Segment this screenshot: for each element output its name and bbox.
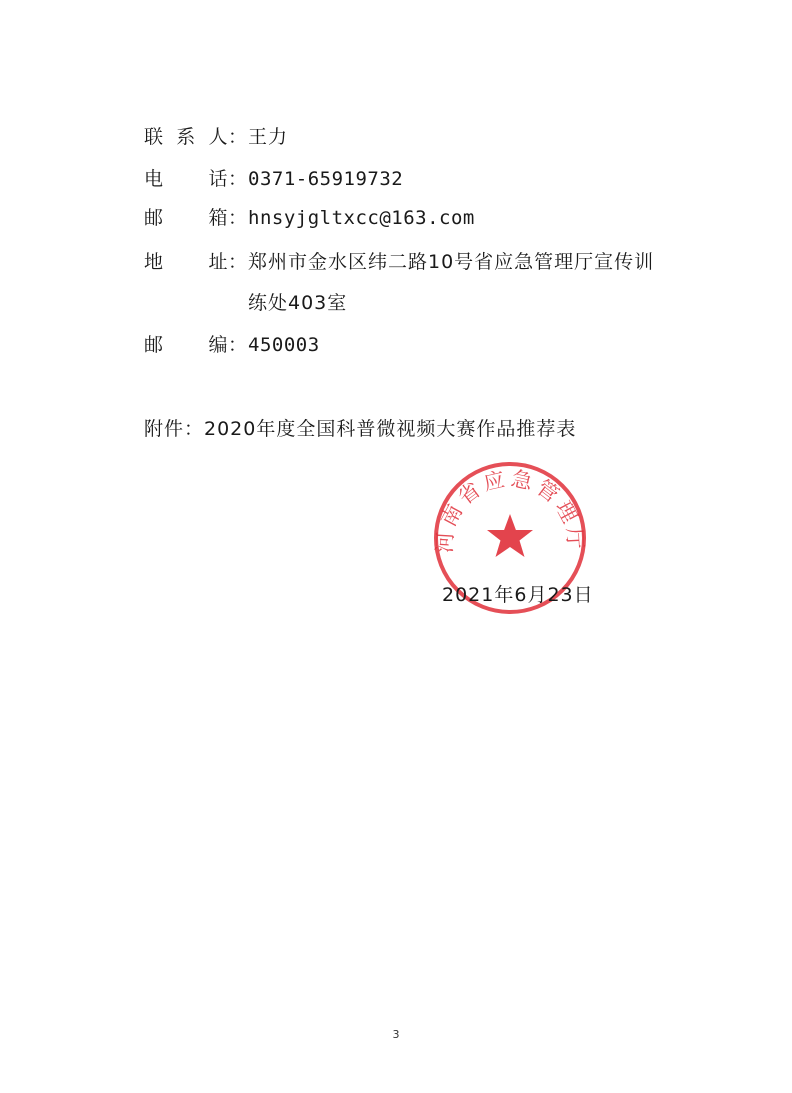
colon: ： xyxy=(228,207,248,229)
colon: ： xyxy=(228,168,248,190)
signature-date: 2021年6月23日 xyxy=(442,584,594,606)
contact-person-value: 王力 xyxy=(248,126,289,148)
phone-value: 0371-65919732 xyxy=(248,168,404,190)
email-row xyxy=(144,206,475,230)
address-line-1: 郑州市金水区纬二路10号省应急管理厅宣传训 xyxy=(248,251,655,273)
address-row xyxy=(144,250,654,274)
phone-row xyxy=(144,167,403,191)
star-icon xyxy=(487,514,533,557)
phone-label: 电话 xyxy=(144,168,228,190)
email-value: hnsyjgltxcc@163.com xyxy=(248,207,475,229)
address-label: 地址 xyxy=(144,251,228,273)
attachment-line: 附件：2020年度全国科普微视频大赛作品推荐表 xyxy=(144,418,577,440)
address-line-2: 练处403室 xyxy=(248,292,348,314)
postcode-label: 邮编 xyxy=(144,334,228,356)
seal-text: 河南省应急管理厅 xyxy=(432,466,588,554)
page-number: 3 xyxy=(392,1028,400,1041)
email-label: 邮箱 xyxy=(144,207,228,229)
colon: ： xyxy=(228,126,248,148)
contact-person-label: 联系人 xyxy=(144,126,228,148)
contact-person-row xyxy=(144,125,288,149)
postcode-row xyxy=(144,333,320,357)
colon: ： xyxy=(228,334,248,356)
colon: ： xyxy=(228,251,248,273)
postcode-value: 450003 xyxy=(248,334,320,356)
